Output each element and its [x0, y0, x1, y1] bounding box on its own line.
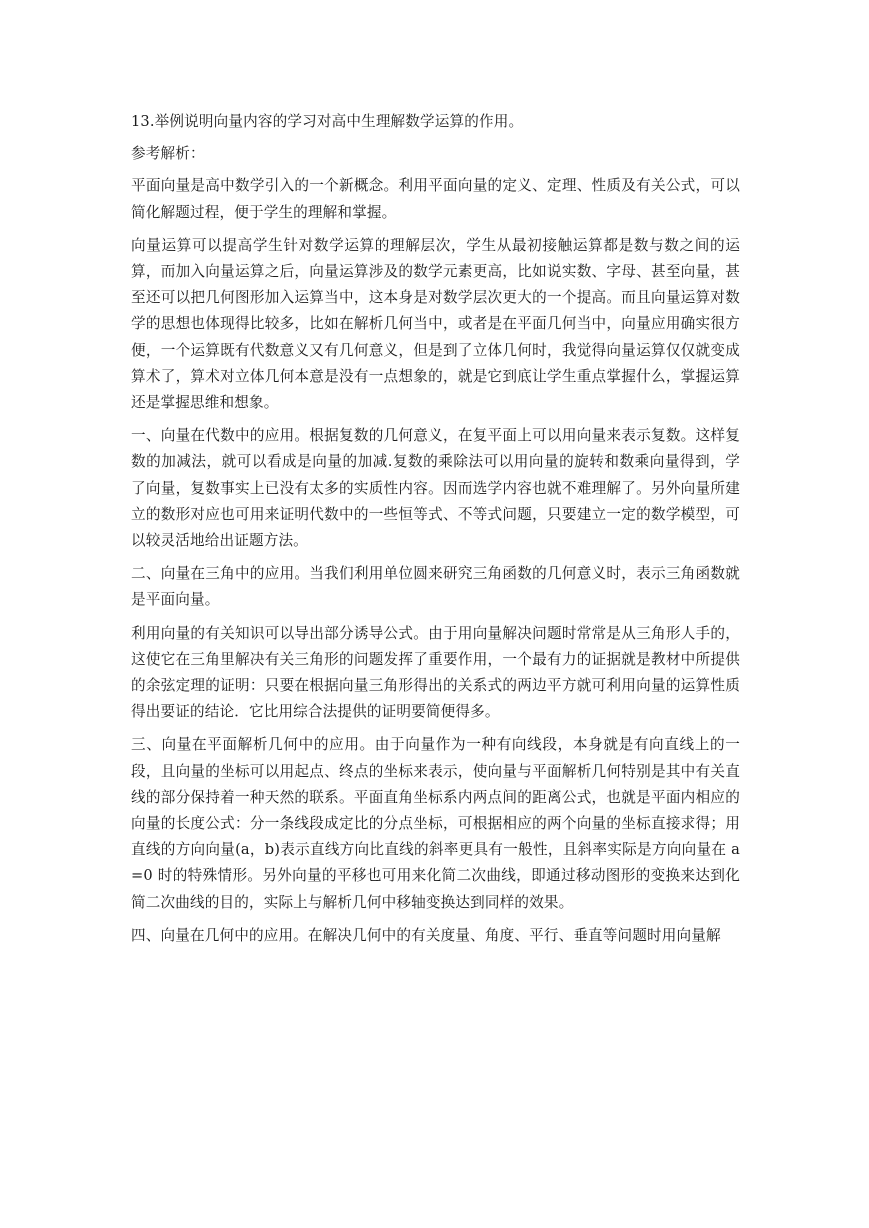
paragraph-geometry: 四、向量在几何中的应用。在解决几何中的有关度量、角度、平行、垂直等问题时用向量解	[131, 926, 721, 944]
answer-label: 参考解析：	[131, 145, 205, 163]
paragraph-trigonometry: 二、向量在三角中的应用。当我们利用单位圆来研究三角函数的几何意义时，表示三角函数就是平面向量。	[131, 565, 740, 609]
paragraph-induction-formula: 利用向量的有关知识可以导出部分诱导公式。由于用向量解决问题时常常是从三角形人手的，这使它在三角里解决有关三角形的问题发挥了重要作用，一个最有力的证据就是教材中所提供的余弦定理的证明：只要在根据向量三角形得出的关系式的两边平方就可利用向量的运算性质得出要证的结论．它比用综合法提供的证明要简便得多。	[131, 624, 740, 721]
paragraph-analytic-geometry: 三、向量在平面解析几何中的应用。由于向量作为一种有向线段，本身就是有向直线上的一段，且向量的坐标可以用起点、终点的坐标来表示，使向量与平面解析几何特别是其中有关直线的部分保持着一种天然的联系。平面直角坐标系内两点间的距离公式，也就是平面内相应的向量的长度公式：分一条线段成定比的分点坐标，可根据相应的两个向量的坐标直接求得；用直线的方向向量(a，b)表示直线方向比直线的斜率更具有一般性，且斜率实际是方向向量在 a=0 时的特殊情形。另外向量的平移也可用来化简二次曲线，即通过移动图形的变换来达到化简二次曲线的目的，实际上与解析几何中移轴变换达到同样的效果。	[131, 736, 740, 911]
document-body	[131, 109, 740, 956]
paragraph-intro: 平面向量是高中数学引入的一个新概念。利用平面向量的定义、定理、性质及有关公式，可以简化解题过程，便于学生的理解和掌握。	[131, 177, 740, 221]
paragraph-operation-level: 向量运算可以提高学生针对数学运算的理解层次，学生从最初接触运算都是数与数之间的运算，而加入向量运算之后，向量运算涉及的数学元素更高，比如说实数、字母、甚至向量，甚至还可以把几何图形加入运算当中，这本身是对数学层次更大的一个提高。而且向量运算对数学的思想也体现得比较多，比如在解析几何当中，或者是在平面几何当中，向量应用确实很方便，一个运算既有代数意义又有几何意义，但是到了立体几何时，我觉得向量运算仅仅就变成算术了，算术对立体几何本意是没有一点想象的，就是它到底让学生重点掌握什么，掌握运算还是掌握思维和想象。	[131, 236, 740, 412]
paragraph-algebra: 一、向量在代数中的应用。根据复数的几何意义，在复平面上可以用向量来表示复数。这样复数的加减法，就可以看成是向量的加减.复数的乘除法可以用向量的旋转和数乘向量得到，学了向量，复数事实上已没有太多的实质性内容。因而选学内容也就不难理解了。另外向量所建立的数形对应也可用来证明代数中的一些恒等式、不等式问题，只要建立一定的数学模型，可以较灵活地给出证题方法。	[131, 427, 740, 550]
question-text: 13.举例说明向量内容的学习对高中生理解数学运算的作用。	[131, 113, 524, 130]
